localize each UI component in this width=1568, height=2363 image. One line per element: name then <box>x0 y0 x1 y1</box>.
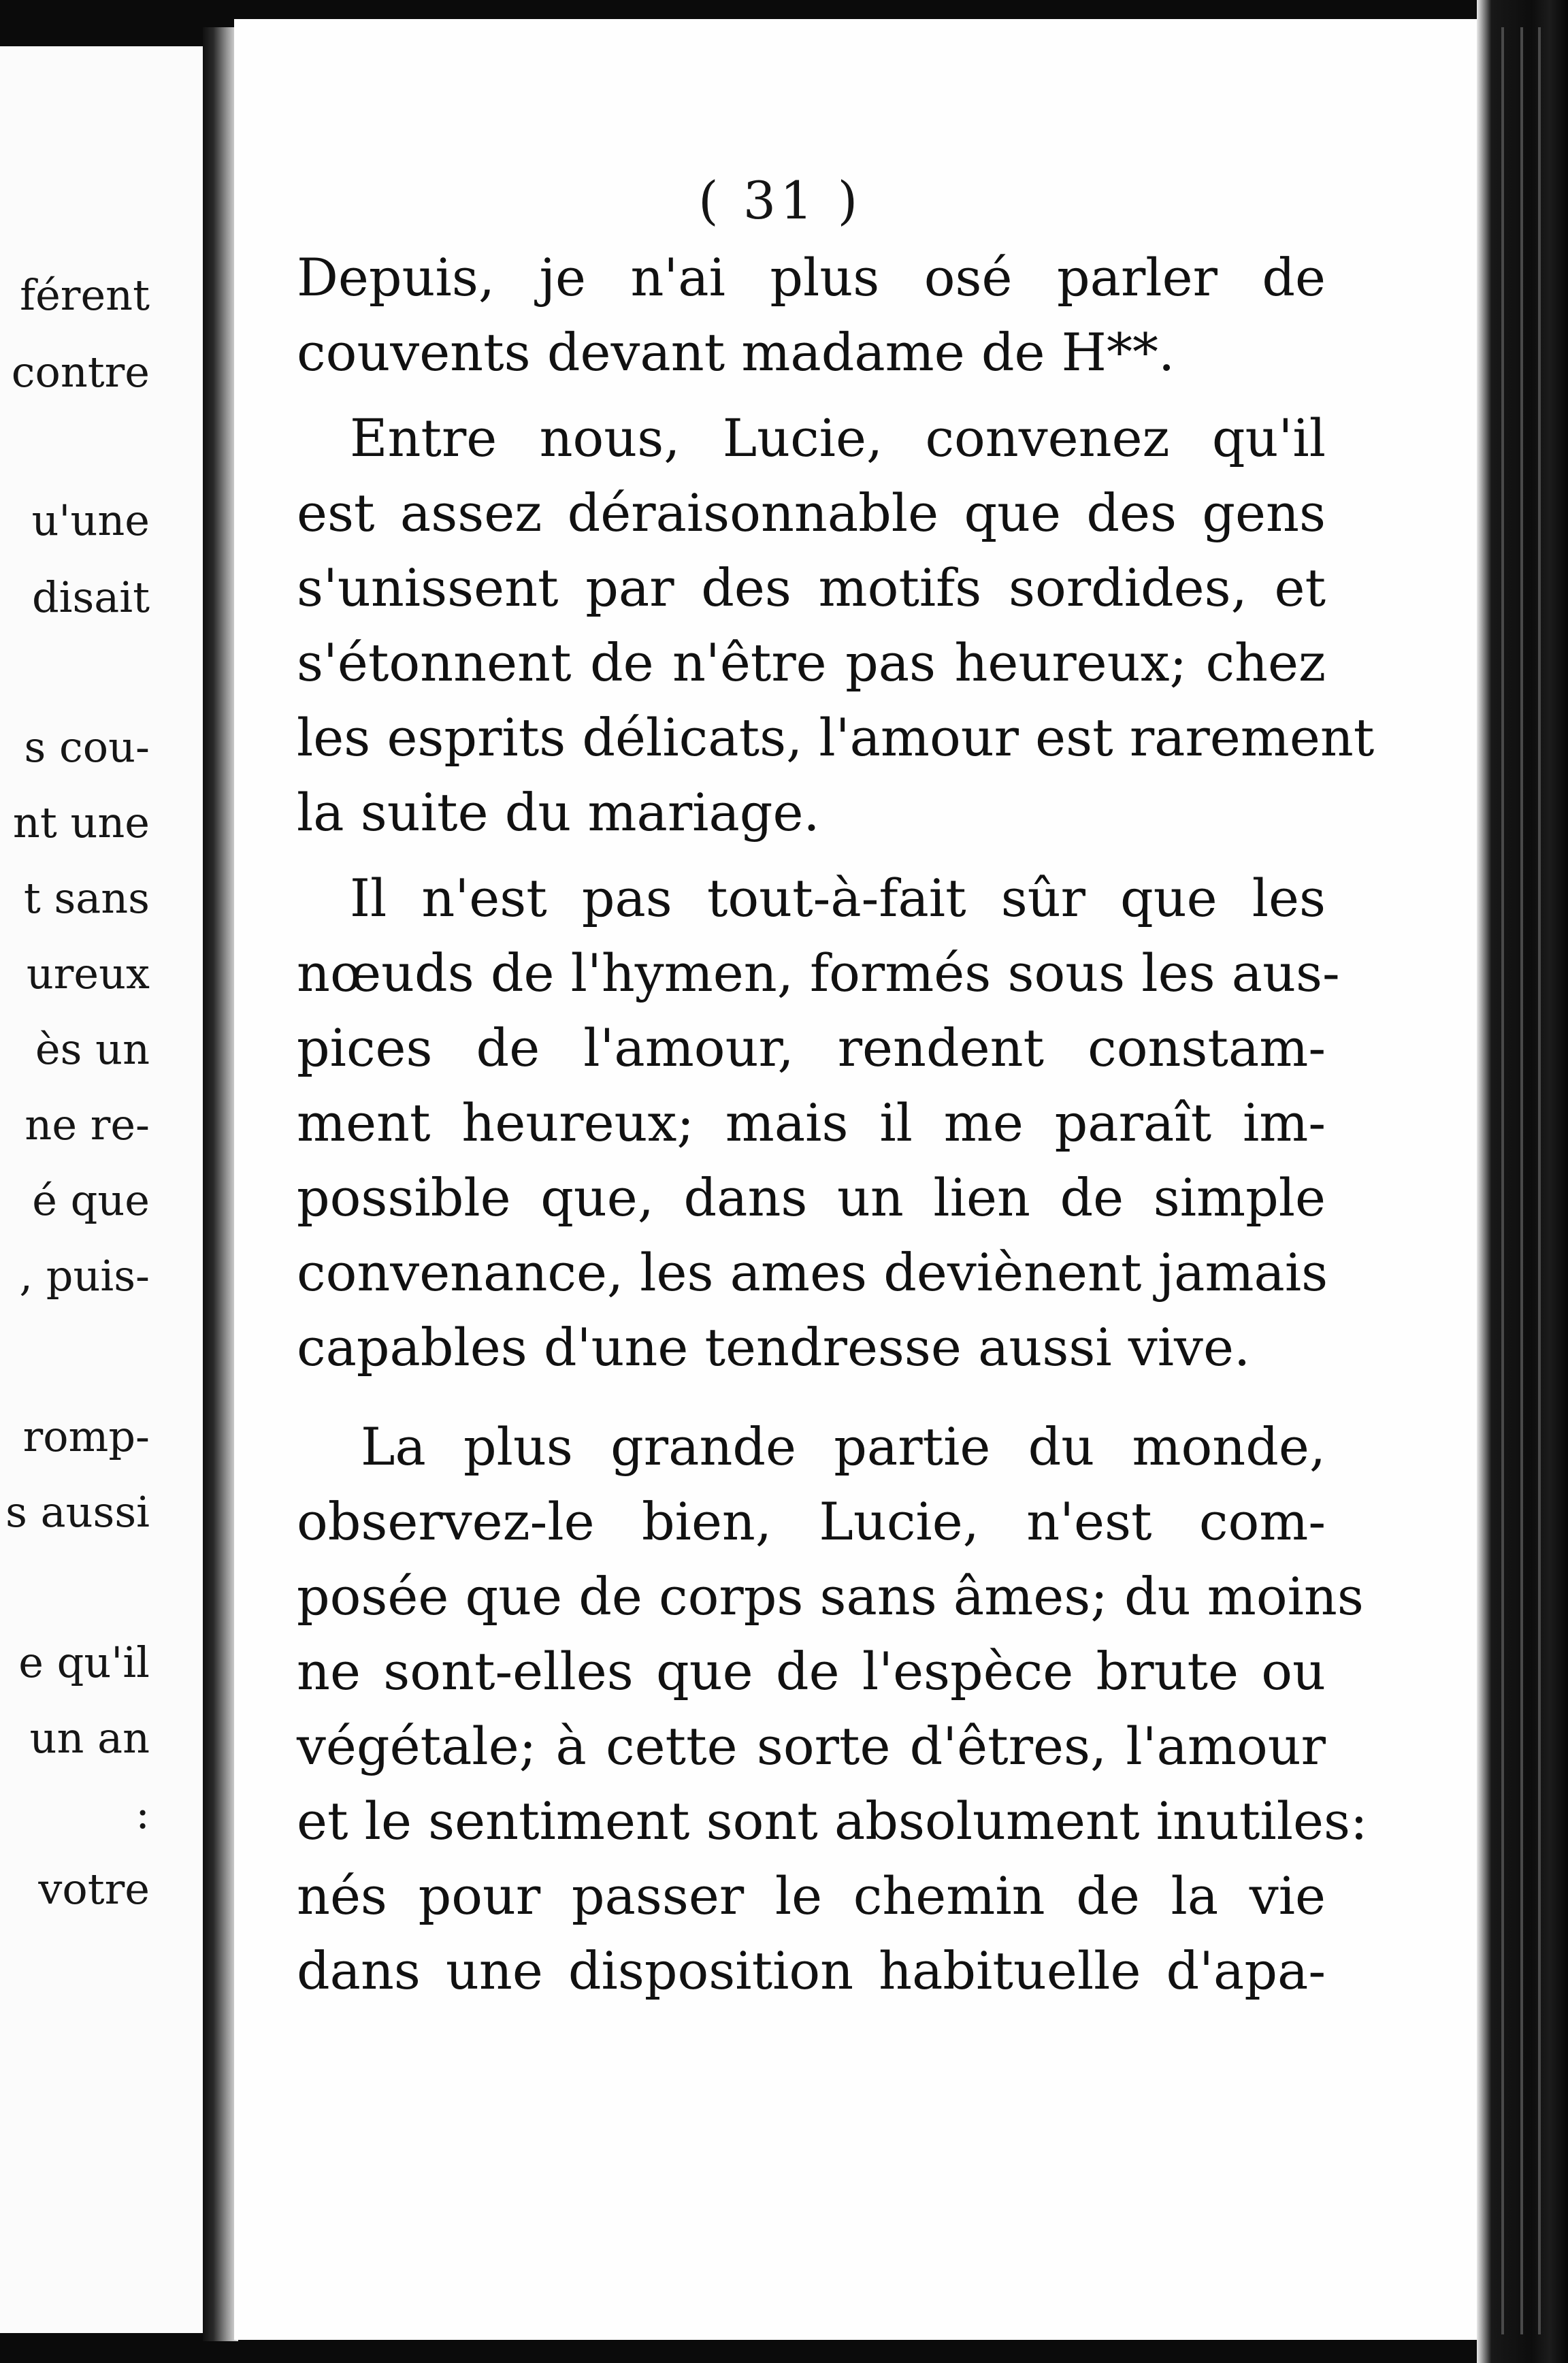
left-page-line: : <box>135 1789 150 1838</box>
left-page-line: votre <box>38 1864 150 1914</box>
text-line: capables d'une tendresse aussi vive. <box>297 1317 1251 1378</box>
text-line: convenance, les ames deviènent jamais <box>297 1242 1328 1303</box>
text-line: s'unissent par des motifs sordides, et <box>297 557 1326 618</box>
left-page-line: t sans <box>23 873 150 923</box>
text-line: la suite du mariage. <box>297 782 820 843</box>
page-number: ( 31 ) <box>698 170 862 231</box>
text-line: s'étonnent de n'être pas heureux; chez <box>297 632 1326 693</box>
left-page-line: ès un <box>35 1024 150 1074</box>
left-page-line: e qu'il <box>18 1637 150 1687</box>
text-line: couvents devant madame de H**. <box>297 322 1175 382</box>
left-page-line: , puis- <box>19 1251 150 1301</box>
text-line: ment heureux; mais il me paraît im- <box>297 1092 1326 1153</box>
text-line: La plus grande partie du monde, <box>361 1416 1326 1477</box>
spine-stripe <box>1538 27 1541 2334</box>
text-line: dans une disposition habituelle d'apa- <box>297 1940 1326 2001</box>
left-page-line: contre <box>11 347 150 397</box>
text-line: nés pour passer le chemin de la vie <box>297 1865 1326 1926</box>
spine-stripe <box>1520 27 1523 2334</box>
book-gutter <box>203 27 238 2341</box>
left-page-line: un an <box>29 1713 150 1763</box>
left-page-line: ne re- <box>24 1100 150 1150</box>
left-page-line: ureux <box>26 949 150 998</box>
text-line: ne sont-elles que de l'espèce brute ou <box>297 1641 1326 1701</box>
left-page-line: s aussi <box>5 1487 150 1537</box>
book-spine-edge <box>1477 0 1568 2363</box>
text-line: et le sentiment sont absolument inutiles: <box>297 1791 1368 1851</box>
text-line: posée que de corps sans âmes; du moins <box>297 1566 1364 1627</box>
left-page-line: romp- <box>22 1412 150 1461</box>
left-page-line: u'une <box>31 495 150 545</box>
left-page-line: é que <box>32 1175 150 1225</box>
text-line: nœuds de l'hymen, formés sous les aus- <box>297 943 1340 1003</box>
text-line: végétale; à cette sorte d'êtres, l'amour <box>297 1716 1326 1776</box>
left-page-line: disait <box>31 572 150 622</box>
left-page <box>0 46 203 2333</box>
text-line: pices de l'amour, rendent constam- <box>297 1017 1326 1078</box>
text-line: est assez déraisonnable que des gens <box>297 483 1326 543</box>
text-line: Entre nous, Lucie, convenez qu'il <box>350 408 1326 468</box>
left-page-line: s cou- <box>24 722 150 772</box>
spine-stripe <box>1501 27 1504 2334</box>
left-page-line: nt une <box>12 798 150 847</box>
text-line: Il n'est pas tout-à-fait sûr que les <box>350 868 1326 928</box>
text-line: observez-le bien, Lucie, n'est com- <box>297 1491 1326 1552</box>
text-line: les esprits délicats, l'amour est rarement <box>297 707 1375 768</box>
right-page <box>234 19 1477 2340</box>
text-line: possible que, dans un lien de simple <box>297 1167 1326 1228</box>
left-page-line: férent <box>20 270 150 320</box>
text-line: Depuis, je n'ai plus osé parler de <box>297 247 1326 308</box>
